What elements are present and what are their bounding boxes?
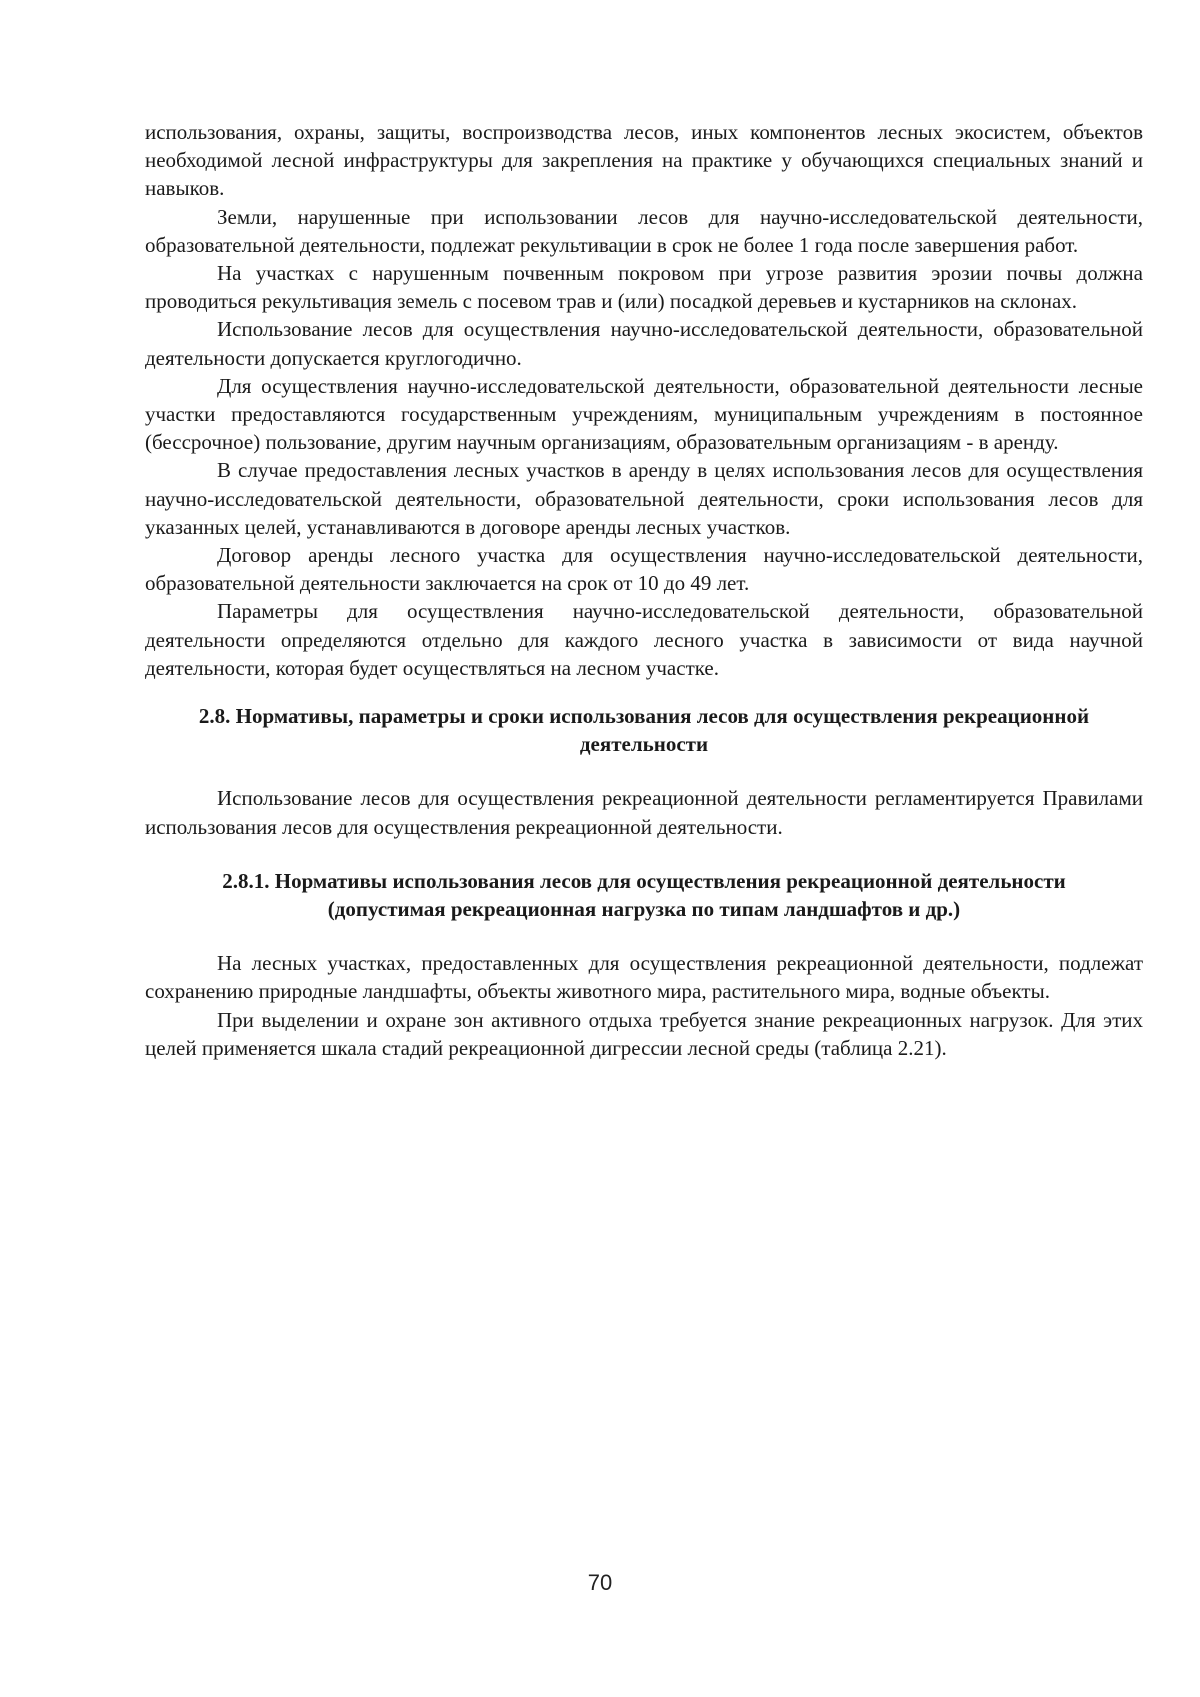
- section-2-8-heading: 2.8. Нормативы, параметры и сроки использования лесов для осуществления рекреационной деятельности: [198, 704, 1090, 757]
- paragraph-erosion: На участках с нарушенным почвенным покровом при угрозе развития эрозии почвы должна проводиться рекультивация земель с посевом трав и (или) посадкой деревьев и кустарников на склонах.: [145, 261, 1143, 314]
- paragraph-provision: Для осуществления научно-исследовательской деятельности, образовательной деятельности лесные участки предоставляются государственным учреждениям, муниципальным учреждениям в постоянное (бессрочное) пользование, другим научным организациям, образовательным организациям - в аренду.: [145, 373, 1143, 455]
- section-2-8-paragraph: Использование лесов для осуществления рекреационной деятельности регламентируется Правилами использования лесов для осуществления рекреационной деятельности.: [145, 786, 1143, 839]
- paragraph-parameters: Параметры для осуществления научно-исследовательской деятельности, образовательной деятельности определяются отдельно для каждого лесного участка в зависимости от вида научной деятельности, которая будет осуществляться на лесном участке.: [145, 599, 1143, 680]
- section-2-8-1-heading: 2.8.1. Нормативы использования лесов для осуществления рекреационной деятельности (допустимая рекреационная нагрузка по типам ландшафтов и др.): [222, 868, 1066, 922]
- section-2-8-1-paragraph-landscapes: На лесных участках, предоставленных для осуществления рекреационной деятельности, подлежат сохранению природные ландшафты, объекты животного мира, растительного мира, водные объекты.: [145, 951, 1143, 1004]
- page-content: [145, 118, 1143, 1062]
- section-2-8-1-paragraph-recreation-loads: При выделении и охране зон активного отдыха требуется знание рекреационных нагрузок. Для этих целей применяется шкала стадий рекреационной дигрессии лесной среды (таблица 2.21).: [145, 1007, 1143, 1060]
- paragraph-lease-terms: В случае предоставления лесных участков в аренду в целях использования лесов для осуществления научно-исследовательской деятельности, образовательной деятельности, сроки использования лесов для указанных целей, устанавливаются в договоре аренды лесных участков.: [145, 458, 1143, 539]
- paragraph-land-reclamation: Земли, нарушенные при использовании лесов для научно-исследовательской деятельности, образовательной деятельности, подлежат рекультивации в срок не более 1 года после завершения работ.: [145, 204, 1143, 257]
- paragraph-year-round: Использование лесов для осуществления научно-исследовательской деятельности, образовательной деятельности допускается круглогодично.: [145, 317, 1143, 370]
- paragraph-lease-duration: Договор аренды лесного участка для осуществления научно-исследовательской деятельности, образовательной деятельности заключается на срок от 10 до 49 лет.: [145, 543, 1143, 596]
- paragraph-continuation: использования, охраны, защиты, воспроизводства лесов, иных компонентов лесных экосистем, объектов необходимой лесной инфраструктуры для закрепления на практике у обучающихся специальных знаний и навыков.: [145, 120, 1143, 201]
- page-number: 70: [587, 1570, 613, 1595]
